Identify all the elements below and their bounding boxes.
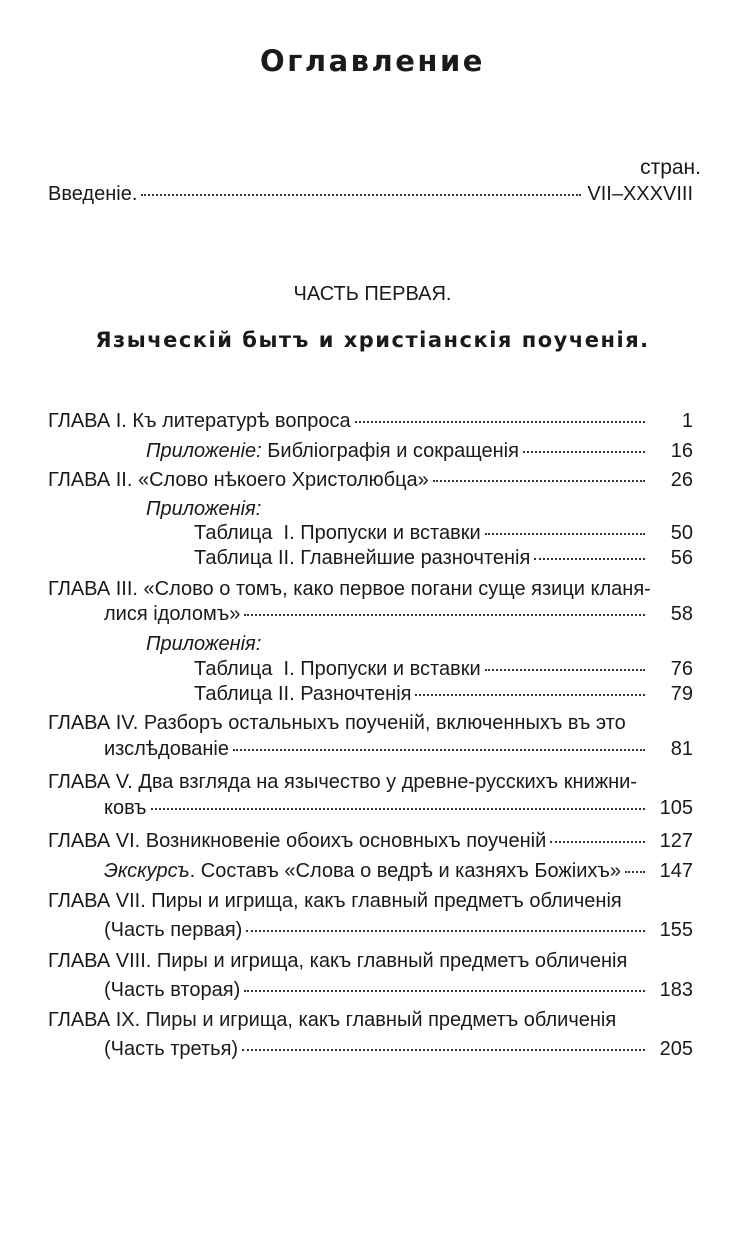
toc-entry-page: 183	[659, 979, 693, 1001]
toc-entry-page: 76	[670, 658, 693, 680]
leader-dots	[625, 871, 645, 873]
toc-entry-label: изслѣдованіе	[104, 738, 229, 760]
leader-dots	[244, 990, 645, 992]
toc-entry-label: ГЛАВА VI. Возникновеніе обоихъ основныхъ поученій	[48, 830, 547, 852]
toc-entry-ch9	[104, 1038, 693, 1061]
pages-column-label: стран.	[640, 156, 701, 179]
toc-entry-page: 26	[670, 469, 693, 491]
toc-entry-ch3	[104, 603, 693, 626]
toc-entry-label: ГЛАВА I. Къ литературѣ вопроса	[48, 410, 351, 432]
toc-entry-intro	[48, 183, 693, 206]
toc-entry-ch2-table2	[194, 547, 693, 570]
toc-entry-page: 127	[659, 830, 693, 852]
part-title: Языческій бытъ и христіанскія поученія.	[95, 328, 650, 352]
toc-entry-ch5	[104, 797, 693, 820]
page-title: Оглавление	[260, 44, 485, 78]
toc-entry-page: 79	[670, 683, 693, 705]
toc-entry-ch7-line1: ГЛАВА VII. Пиры и игрища, какъ главный предметъ обличенія	[48, 890, 622, 912]
toc-entry-excursus	[104, 860, 693, 883]
toc-entry-page: 1	[681, 410, 693, 432]
toc-entry-ch7	[104, 919, 693, 942]
leader-dots	[550, 841, 645, 843]
leader-dots	[534, 558, 645, 560]
toc-entry-ch3-line1: ГЛАВА III. «Слово о томъ, како первое погани суще язици кланя-	[48, 578, 651, 600]
toc-entry-ch3-table2	[194, 683, 693, 706]
toc-entry-page: 105	[659, 797, 693, 819]
toc-entry-ch2	[48, 469, 693, 492]
leader-dots	[433, 480, 645, 482]
leader-dots	[242, 1049, 645, 1051]
leader-dots	[151, 808, 645, 810]
toc-entry-label: лися ідоломъ»	[104, 603, 241, 625]
toc-entry-ch3-table1	[194, 658, 693, 681]
leader-dots	[355, 421, 645, 423]
toc-entry-label: (Часть вторая)	[104, 979, 241, 1001]
leader-dots	[246, 930, 645, 932]
toc-entry-label: (Часть третья)	[104, 1038, 239, 1060]
toc-entry-page: 155	[659, 919, 693, 941]
toc-entry-label: Таблица I. Пропуски и вставки	[194, 522, 481, 544]
toc-entry-label: Введеніе.	[48, 183, 138, 205]
leader-dots	[523, 451, 645, 453]
leader-dots	[141, 194, 581, 196]
leader-dots	[233, 749, 645, 751]
leader-dots	[244, 614, 645, 616]
toc-entry-label: Таблица II. Главнейшие разночтенія	[194, 547, 531, 569]
appendix-heading: Приложенія:	[146, 633, 262, 655]
appendix-heading: Приложенія:	[146, 498, 262, 520]
toc-entry-label: . Составъ «Слова о ведрѣ и казняхъ Божіихъ»	[189, 860, 622, 882]
toc-entry-label: Библіографія и сокращенія	[261, 440, 519, 462]
toc-entry-ch4-line1: ГЛАВА IV. Разборъ остальныхъ поученій, включенныхъ въ это	[48, 712, 626, 734]
toc-entry-ch5-line1: ГЛАВА V. Два взгляда на язычество у древне-русскихъ книжни-	[48, 771, 637, 793]
toc-entry-ch4	[104, 738, 693, 761]
leader-dots	[415, 694, 645, 696]
appendix-prefix: Приложеніе:	[146, 440, 262, 462]
part-label: ЧАСТЬ ПЕРВАЯ.	[293, 283, 452, 305]
excursus-prefix: Экскурсъ	[104, 860, 190, 882]
toc-entry-label: (Часть первая)	[104, 919, 243, 941]
toc-entry-page: 205	[659, 1038, 693, 1060]
toc-entry-page: 16	[670, 440, 693, 462]
toc-entry-ch8-line1: ГЛАВА VIII. Пиры и игрища, какъ главный предметъ обличенія	[48, 950, 628, 972]
leader-dots	[485, 533, 645, 535]
toc-entry-ch6	[48, 830, 693, 853]
toc-entry-label: ковъ	[104, 797, 147, 819]
toc-entry-label: ГЛАВА II. «Слово нѣкоего Христолюбца»	[48, 469, 429, 491]
toc-entry-ch1-appendix	[146, 440, 693, 463]
toc-entry-page: 81	[670, 738, 693, 760]
toc-entry-ch2-table1	[194, 522, 693, 545]
toc-entry-label: Таблица II. Разночтенія	[194, 683, 412, 705]
toc-entry-page: VII–XXXVIII	[587, 183, 693, 205]
toc-entry-page: 58	[670, 603, 693, 625]
toc-entry-page: 50	[670, 522, 693, 544]
toc-entry-ch8	[104, 979, 693, 1002]
toc-entry-label: Таблица I. Пропуски и вставки	[194, 658, 481, 680]
toc-entry-page: 147	[659, 860, 693, 882]
toc-entry-ch1	[48, 410, 693, 433]
toc-entry-ch9-line1: ГЛАВА IX. Пиры и игрища, какъ главный предметъ обличенія	[48, 1009, 617, 1031]
toc-entry-page: 56	[670, 547, 693, 569]
leader-dots	[485, 669, 645, 671]
